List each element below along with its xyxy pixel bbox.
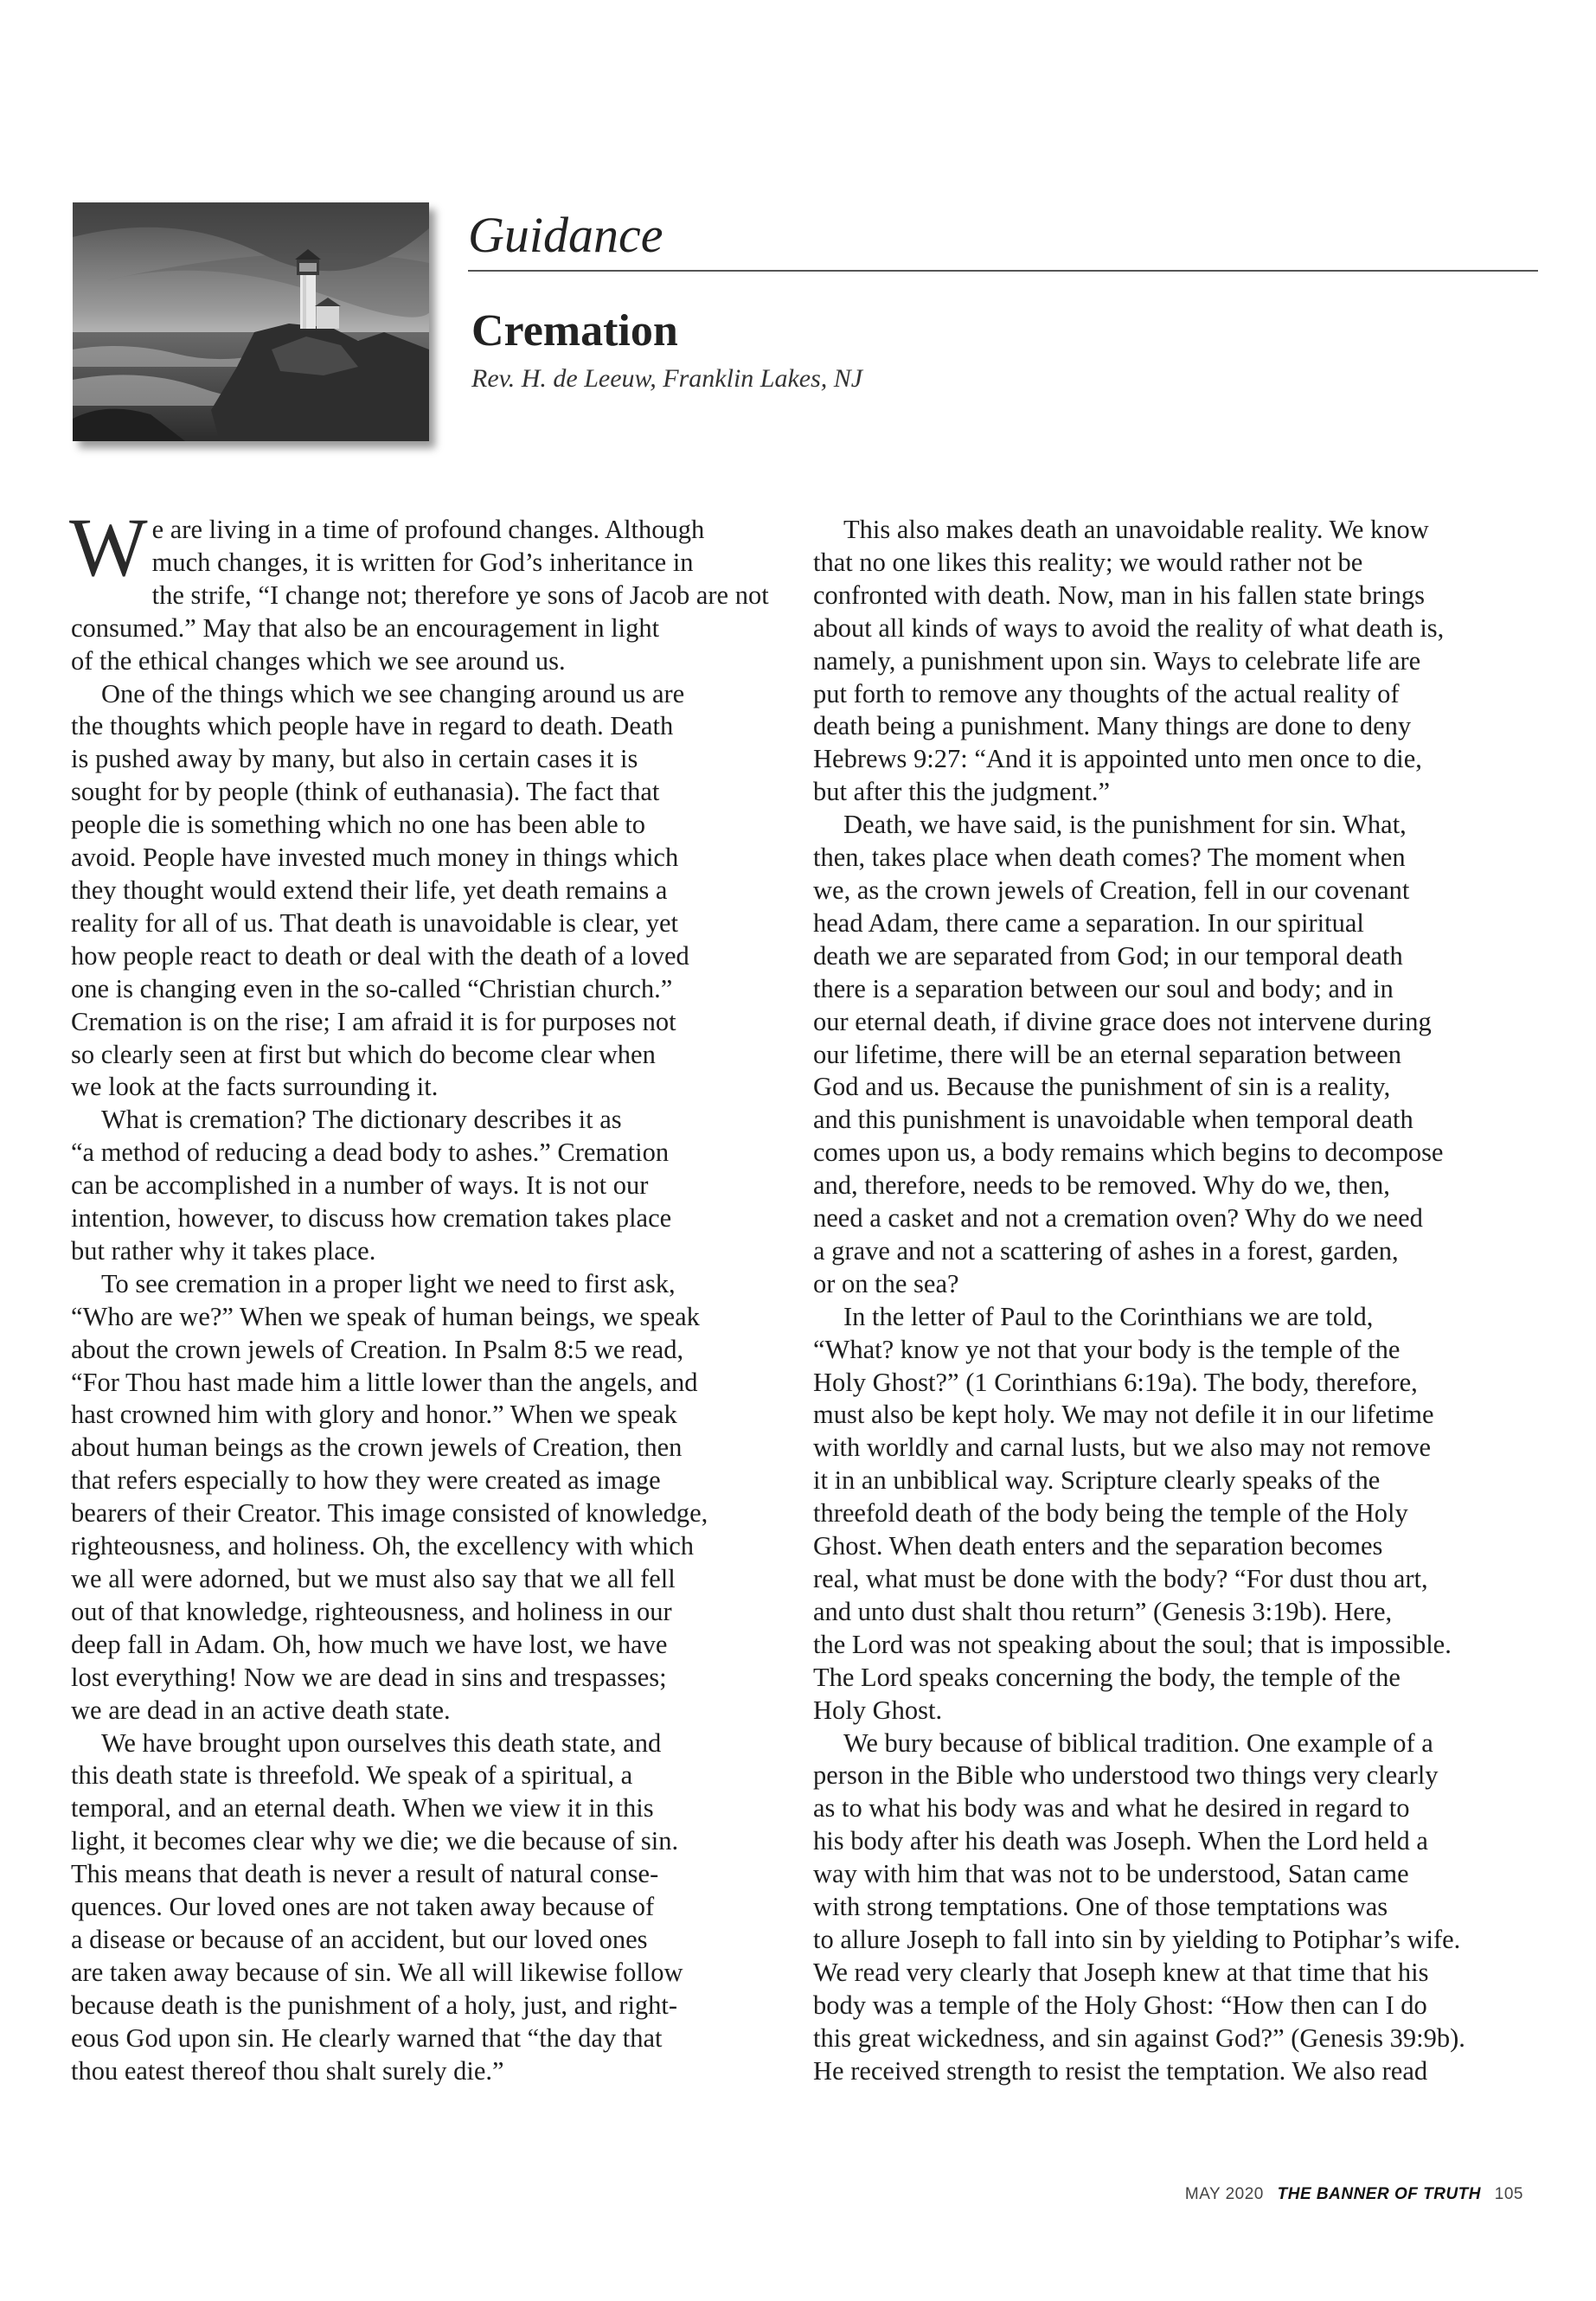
text-line: about all kinds of ways to avoid the reality of what death is, [813, 612, 1445, 643]
text-line: out of that knowledge, righteousness, and holiness in our [71, 1596, 672, 1626]
text-line: We have brought upon ourselves this death state, and [101, 1727, 662, 1758]
text-line: with worldly and carnal lusts, but we also may not remove [813, 1433, 1432, 1463]
text-line: reality for all of us. That death is unavoidable is clear, yet [71, 907, 679, 938]
text-line: we all were adorned, but we must also say that we all fell [71, 1564, 676, 1593]
text-line: but rather why it takes place. [71, 1235, 376, 1266]
text-line: lost everything! Now we are dead in sins and trespasses; [71, 1662, 667, 1692]
text-line: death being a punishment. Many things are done to deny [813, 711, 1412, 741]
left-column [69, 501, 815, 2088]
text-line: the thoughts which people have in regard to death. Death [71, 711, 674, 741]
text-line: To see cremation in a proper light we need to first ask, [101, 1268, 676, 1298]
paragraph [813, 1727, 1544, 2088]
text-line: “What? know ye not that your body is the temple of the [813, 1334, 1401, 1364]
paragraph [71, 1268, 815, 1727]
article-title: Cremation [471, 306, 678, 356]
text-line: are taken away because of sin. We all will likewise follow [71, 1957, 683, 1987]
text-line: is pushed away by many, but also in certain cases it is [71, 744, 638, 774]
paragraph [71, 1104, 815, 1268]
text-line: Holy Ghost?” (1 Corinthians 6:19a). The body, therefore, [813, 1367, 1418, 1397]
footer-publication: THE BANNER OF TRUTH [1277, 2185, 1482, 2203]
text-line: must also be kept holy. We may not defile it in our lifetime [813, 1400, 1434, 1430]
text-line: sought for by people (think of euthanasia). The fact that [71, 777, 660, 807]
text-line: confronted with death. Now, man in his fallen state brings [813, 580, 1425, 610]
text-line: we look at the facts surrounding it. [71, 1072, 439, 1102]
text-line: and, therefore, needs to be removed. Why do we, then, [813, 1170, 1390, 1201]
page-footer [1185, 2185, 1523, 2204]
section-title: Guidance [468, 202, 1538, 272]
text-line: deep fall in Adam. Oh, how much we have lost, we have [71, 1629, 668, 1659]
text-line: In the letter of Paul to the Corinthians we are told, [843, 1301, 1374, 1331]
page-number: 105 [1494, 2185, 1523, 2203]
text-line: because death is the punishment of a holy, just, and right- [71, 1990, 678, 2020]
text-line: one is changing even in the so-called “Christian church.” [71, 973, 673, 1003]
text-line: the Lord was not speaking about the soul; that is impossible. [813, 1629, 1452, 1659]
text-line: “For Thou hast made him a little lower than the angels, and [71, 1367, 698, 1397]
text-line: put forth to remove any thoughts of the actual reality of [813, 678, 1400, 708]
text-line: about the crown jewels of Creation. In Psalm 8:5 we read, [71, 1334, 684, 1364]
text-line: This means that death is never a result of natural conse- [71, 1859, 659, 1889]
text-line: how people react to death or deal with the death of a loved [71, 940, 689, 971]
text-line: This also makes death an unavoidable reality. We know [843, 515, 1429, 544]
text-line: e are living in a time of profound changes. Although [151, 515, 705, 544]
text-line: namely, a punishment upon sin. Ways to celebrate life are [813, 645, 1421, 676]
text-line: they thought would extend their life, yet death remains a [71, 875, 668, 905]
text-line: Death, we have said, is the punishment for sin. What, [843, 810, 1407, 840]
text-line: Cremation is on the rise; I am afraid it is for purposes not [71, 1006, 676, 1036]
text-line: but after this the judgment.” [813, 777, 1111, 807]
text-line: or on the sea? [813, 1268, 959, 1298]
text-line: The Lord speaks concerning the body, the temple of the [813, 1662, 1401, 1692]
text-line: that no one likes this reality; we would rather not be [813, 547, 1363, 577]
text-line: “Who are we?” When we speak of human beings, we speak [71, 1301, 700, 1331]
text-line: we are dead in an active death state. [71, 1695, 451, 1725]
text-line: quences. Our loved ones are not taken away because of [71, 1892, 655, 1922]
right-column [813, 514, 1544, 2088]
paragraph [71, 1727, 815, 2088]
footer-date: MAY 2020 [1184, 2185, 1264, 2203]
text-line: hast crowned him with glory and honor.” When we speak [71, 1400, 677, 1430]
text-line: to allure Joseph to fall into sin by yielding to Potiphar’s wife. [813, 1924, 1461, 1954]
text-line: What is cremation? The dictionary describes it as [101, 1105, 622, 1135]
text-line: death we are separated from God; in our temporal death [813, 940, 1403, 971]
text-line: as to what his body was and what he desired in regard to [813, 1793, 1410, 1823]
text-line: our lifetime, there will be an eternal separation between [813, 1039, 1402, 1069]
text-line: “a method of reducing a dead body to ashes.” Cremation [71, 1138, 670, 1168]
text-line: body was a temple of the Holy Ghost: “How then can I do [813, 1990, 1427, 2020]
text-line: our eternal death, if divine grace does not intervene during [813, 1006, 1432, 1036]
text-line: He received strength to resist the temptation. We also read [813, 2055, 1428, 2086]
text-line: real, what must be done with the body? “For dust thou art, [813, 1564, 1428, 1593]
text-line: way with him that was not to be understood, Satan came [813, 1859, 1409, 1889]
text-line: much changes, it is written for God’s inheritance in [151, 547, 694, 577]
text-line: that refers especially to how they were created as image [71, 1465, 661, 1496]
text-line: Ghost. When death enters and the separation becomes [813, 1531, 1383, 1561]
text-line: it in an unbiblical way. Scripture clearly speaks of the [813, 1465, 1381, 1496]
text-line: We read very clearly that Joseph knew at that time that his [813, 1957, 1429, 1987]
text-line: comes upon us, a body remains which begins to decompose [813, 1138, 1444, 1168]
text-line: One of the things which we see changing around us are [101, 678, 685, 708]
text-line: God and us. Because the punishment of sin is a reality, [813, 1072, 1391, 1102]
text-line: head Adam, there came a separation. In our spiritual [813, 907, 1364, 938]
lighthouse-photo [73, 202, 429, 441]
text-line: this death state is threefold. We speak of a spiritual, a [71, 1760, 633, 1791]
text-line: about human beings as the crown jewels of Creation, then [71, 1433, 683, 1463]
text-line: threefold death of the body being the temple of the Holy [813, 1498, 1408, 1529]
text-line: We bury because of biblical tradition. One example of a [843, 1727, 1433, 1758]
paragraph [71, 678, 815, 1105]
text-line: and unto dust shalt thou return” (Genesis 3:19b). Here, [813, 1596, 1393, 1626]
text-line: this great wickedness, and sin against God?” (Genesis 39:9b). [813, 2022, 1465, 2053]
text-line: then, takes place when death comes? The moment when [813, 843, 1406, 873]
text-line: of the ethical changes which we see around us. [71, 645, 566, 676]
paragraph [813, 1301, 1544, 1727]
text-line: temporal, and an eternal death. When we view it in this [71, 1793, 654, 1823]
text-line: a disease or because of an accident, but our loved ones [71, 1924, 648, 1954]
text-line: and this punishment is unavoidable when temporal death [813, 1105, 1413, 1135]
text-line: need a casket and not a cremation oven? Why do we need [813, 1203, 1423, 1234]
paragraph [813, 809, 1544, 1301]
paragraph [813, 514, 1544, 809]
text-line: Hebrews 9:27: “And it is appointed unto men once to die, [813, 744, 1422, 774]
text-line: eous God upon sin. He clearly warned that “the day that [71, 2022, 663, 2053]
text-line: consumed.” May that also be an encouragement in light [71, 612, 660, 643]
drop-cap: W [69, 501, 148, 593]
text-line: Holy Ghost. [813, 1695, 943, 1725]
text-line: we, as the crown jewels of Creation, fell in our covenant [813, 875, 1410, 905]
byline: Rev. H. de Leeuw, Franklin Lakes, NJ [471, 364, 863, 393]
text-line: with strong temptations. One of those temptations was [813, 1892, 1388, 1922]
text-line: can be accomplished in a number of ways. It is not our [71, 1170, 649, 1201]
text-line: bearers of their Creator. This image consisted of knowledge, [71, 1498, 708, 1529]
text-line: light, it becomes clear why we die; we die because of sin. [71, 1826, 679, 1856]
text-line: a grave and not a scattering of ashes in a forest, garden, [813, 1235, 1399, 1266]
text-line: there is a separation between our soul and body; and in [813, 973, 1394, 1003]
text-line: people die is something which no one has been able to [71, 810, 646, 840]
text-line: intention, however, to discuss how cremation takes place [71, 1203, 672, 1234]
text-line: avoid. People have invested much money in things which [71, 843, 679, 873]
text-line: so clearly seen at first but which do become clear when [71, 1039, 656, 1069]
text-line: person in the Bible who understood two things very clearly [813, 1760, 1439, 1791]
text-line: thou eatest thereof thou shalt surely die.” [71, 2055, 504, 2086]
text-line: his body after his death was Joseph. When the Lord held a [813, 1826, 1428, 1856]
paragraph [69, 501, 815, 678]
text-line: the strife, “I change not; therefore ye sons of Jacob are not [151, 580, 769, 610]
text-line: righteousness, and holiness. Oh, the excellency with which [71, 1531, 694, 1561]
